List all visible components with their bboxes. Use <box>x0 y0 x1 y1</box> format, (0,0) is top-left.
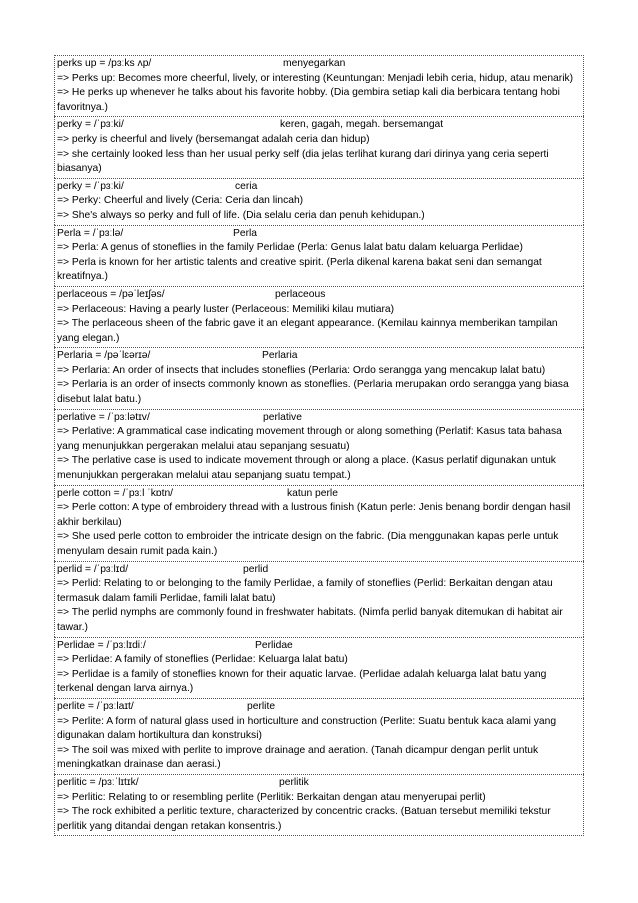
entry-headline <box>57 227 581 242</box>
entry-definition: => Perlaceous: Having a pearly luster (Perlaceous: Memiliki kilau mutiara) <box>57 303 395 315</box>
entry-headline <box>57 411 581 426</box>
entry-definition: => Perlid: Relating to or belonging to the family Perlidae, a family of stoneflies (Perlid: Berkaitan dengan atau termasuk dalam famili Perlidae, famili lalat batu) <box>57 578 553 604</box>
entry-term: perlaceous = /pəˈleɪʃəs/ <box>57 288 165 300</box>
glossary-entry <box>54 55 584 116</box>
entry-headline <box>57 700 581 715</box>
entry-example: => The soil was mixed with perlite to improve drainage and aeration. (Tanah dicampur dengan perlit untuk meningkatkan drainase dan aerasi.) <box>57 744 539 771</box>
entry-headline <box>57 776 581 791</box>
glossary-entry <box>54 561 584 637</box>
glossary-document <box>54 55 584 836</box>
glossary-entry <box>54 347 584 408</box>
entry-translation: katun perle <box>287 487 338 499</box>
entry-definition: => Perlative: A grammatical case indicating movement through or along something (Perlatif: Kasus tata bahasa yang menunjukkan pergerakan melalui atau sepanjang sesuatu) <box>57 426 562 452</box>
entry-definition: => Perlaria: An order of insects that includes stoneflies (Perlaria: Ordo serangga yang mencakup lalat batu) <box>57 364 546 376</box>
glossary-entry <box>54 485 584 561</box>
glossary-entry <box>54 698 584 774</box>
glossary-entry <box>54 178 584 225</box>
entry-term: perky = /ˈpɜːki/ <box>57 180 124 192</box>
entry-headline <box>57 639 581 654</box>
entry-definition: => Perlite: A form of natural glass used in horticulture and construction (Perlite: Suatu bentuk kaca alami yang digunakan dalam hortikultura dan konstruksi) <box>57 715 557 742</box>
entry-term: Perla = /ˈpɜːlə/ <box>57 227 124 239</box>
entry-headline <box>57 487 581 502</box>
entry-headline <box>57 57 581 72</box>
entry-translation: perlid <box>243 563 269 575</box>
entry-translation: Perlidae <box>255 639 293 651</box>
entry-definition: => Perla: A genus of stoneflies in the family Perlidae (Perla: Genus lalat batu dalam keluarga Perlidae) <box>57 242 523 254</box>
entry-translation: ceria <box>235 180 258 192</box>
glossary-entry <box>54 409 584 485</box>
entry-example: => The perlaceous sheen of the fabric gave it an elegant appearance. (Kemilau kainnya memberikan tampilan yang elegan.) <box>57 318 558 344</box>
entry-term: perlid = /ˈpɜːlɪd/ <box>57 563 129 575</box>
glossary-entry <box>54 116 584 177</box>
entry-translation: Perlaria <box>262 350 298 362</box>
entry-headline <box>57 180 581 195</box>
entry-headline <box>57 288 581 303</box>
entry-term: Perlaria = /pəˈlɛərɪə/ <box>57 350 151 362</box>
entry-example: => She's always so perky and full of life. (Dia selalu ceria dan penuh kehidupan.) <box>57 209 425 221</box>
entry-translation: perlitik <box>279 776 309 788</box>
entry-term: perlative = /ˈpɜːlətɪv/ <box>57 411 150 423</box>
glossary-entry <box>54 637 584 698</box>
entry-term: perlite = /ˈpɜːlaɪt/ <box>57 700 134 712</box>
entry-translation: Perla <box>233 227 258 239</box>
entry-headline <box>57 563 581 578</box>
entry-example: => The rock exhibited a perlitic texture, characterized by concentric cracks. (Batuan tersebut memiliki tekstur perlitik yang ditandai dengan retakan konsentris.) <box>57 806 551 832</box>
entry-definition: => Perks up: Becomes more cheerful, lively, or interesting (Keuntungan: Menjadi lebih ceria, hidup, atau menarik) <box>57 72 574 84</box>
glossary-entry <box>54 225 584 286</box>
entry-definition: => Perle cotton: A type of embroidery thread with a lustrous finish (Katun perle: Jenis benang bordir dengan hasil akhir berkilau) <box>57 502 571 528</box>
entry-definition: => Perky: Cheerful and lively (Ceria: Ceria dan lincah) <box>57 195 304 207</box>
entry-headline <box>57 349 581 364</box>
entry-definition: => Perlitic: Relating to or resembling perlite (Perlitik: Berkaitan dengan atau menyerupai perlit) <box>57 791 486 803</box>
entry-example: => The perlative case is used to indicate movement through or along a place. (Kasus perlatif digunakan untuk menunjukkan pergerakan melalui atau sepanjang suatu tempat.) <box>57 455 556 482</box>
entry-term: perks up = /pɜːks ʌp/ <box>57 58 152 69</box>
entry-example: => she certainly looked less than her usual perky self (dia jelas terlihat kurang dari dirinya yang ceria seperti biasanya) <box>57 148 549 175</box>
entry-term: perky = /ˈpɜːki/ <box>57 119 124 131</box>
glossary-entry <box>54 774 584 836</box>
entry-translation: keren, gagah, megah. bersemangat <box>280 119 444 131</box>
entry-definition: => perky is cheerful and lively (bersemangat adalah ceria dan hidup) <box>57 133 370 145</box>
entry-example: => Perla is known for her artistic talents and creative spirit. (Perla dikenal karena bakat seni dan semangat kreatifnya.) <box>57 256 542 283</box>
entry-example: => The perlid nymphs are commonly found in freshwater habitats. (Nimfa perlid banyak ditemukan di habitat air tawar.) <box>57 607 563 633</box>
entry-example: => She used perle cotton to embroider the intricate design on the fabric. (Dia menggunakan kapas perle untuk menyulam desain rumit pada kain.) <box>57 531 559 557</box>
entry-term: perlitic = /pɜːˈlɪtɪk/ <box>57 776 139 788</box>
entry-translation: perlaceous <box>275 288 326 300</box>
glossary-entry <box>54 286 584 347</box>
entry-example: => He perks up whenever he talks about his favorite hobby. (Dia gembira setiap kali dia berbicara tentang hobi favoritnya.) <box>57 87 560 113</box>
entry-example: => Perlaria is an order of insects commonly known as stoneflies. (Perlaria merupakan ordo serangga yang biasa disebut lalat batu.) <box>57 379 569 406</box>
entry-term: perle cotton = /ˈpɜːl ˈkɒtn/ <box>57 487 174 499</box>
entry-definition: => Perlidae: A family of stoneflies (Perlidae: Keluarga lalat batu) <box>57 654 348 666</box>
entry-example: => Perlidae is a family of stoneflies known for their aquatic larvae. (Perlidae adalah keluarga lalat batu yang terkenal dengan larva airnya.) <box>57 668 547 695</box>
entry-translation: perlative <box>263 411 302 423</box>
entry-term: Perlidae = /ˈpɜːlɪdiː/ <box>57 639 146 651</box>
entry-translation: perlite <box>247 700 276 712</box>
entry-headline <box>57 118 581 133</box>
entry-translation: menyegarkan <box>283 58 346 69</box>
